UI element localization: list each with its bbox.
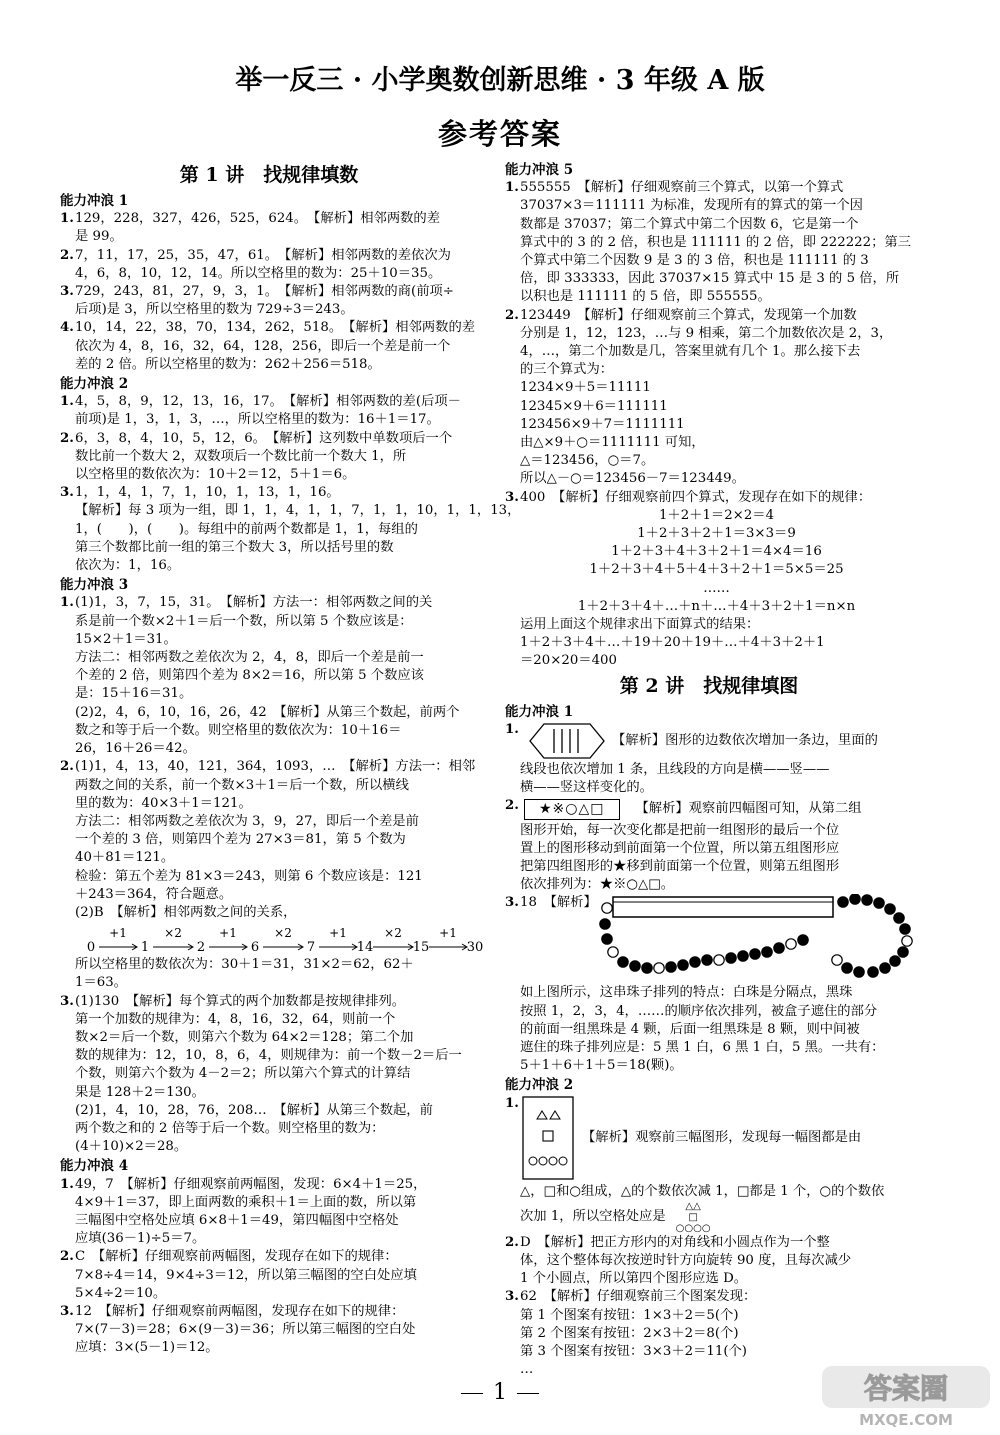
answer-line: 依次为 4，8，16，32，64，128，256，即后一个差是前一个 xyxy=(75,338,451,354)
item-body xyxy=(75,247,478,283)
circle-shape xyxy=(559,1157,567,1165)
answer-line: 运用上面这个规律求出下面算式的结果： xyxy=(520,617,760,633)
answer-line: 由△×9＋○＝1111111 可知， xyxy=(520,435,705,451)
answer-line: C 【解析】仔细观察前两幅图，发现存在如下的规律： xyxy=(75,1249,398,1265)
figure-row xyxy=(520,894,927,984)
hexagon-figure xyxy=(520,721,612,761)
answer-line: 37037×3＝111111 为标准，发现所有的算式的第一个因 xyxy=(520,198,863,214)
answer-line: 把第四组图形的★移到前面第一个位置，则第五组图形 xyxy=(520,858,840,874)
item-body xyxy=(520,797,913,894)
answer-item xyxy=(60,430,478,485)
chain-number: 6 xyxy=(250,940,260,956)
answer-line: 第一个加数的规律为：4，8，16，32，64，则前一个 xyxy=(75,1011,396,1027)
item-number: 2. xyxy=(505,798,519,814)
watermark-logo xyxy=(818,1360,994,1430)
answer-item xyxy=(60,1248,478,1303)
answer-line: 个数，则第六个数为 4－2＝2；所以第六个算式的计算结 xyxy=(75,1066,411,1082)
left-column xyxy=(60,160,521,1358)
answer-line: 应填(36－1)÷5＝7。 xyxy=(75,1231,206,1247)
black-bead xyxy=(666,962,676,972)
answer-line: 7，11，17，25，35，47，61。 【解析】相邻两数的差依次为 xyxy=(75,247,451,263)
chain-number: 7 xyxy=(306,940,316,956)
black-bead xyxy=(874,898,884,908)
black-bead xyxy=(898,947,908,957)
answer-line: 400 【解析】仔细观察前四个算式，发现存在如下的规律： xyxy=(520,489,872,505)
answer-line: 5＋1＋6＋1＋5＝18(颗)。 xyxy=(520,1058,683,1074)
answer-item xyxy=(60,484,521,575)
answer-line: 差的 2 倍。所以空格里的数为：262＋256＝518。 xyxy=(75,356,381,372)
answer-line: 26，16＋26＝42。 xyxy=(75,741,196,757)
item-number: 3. xyxy=(60,284,74,300)
answer-line: ＝20×20＝400 xyxy=(520,653,617,669)
section-heading: 能力冲浪 2 xyxy=(60,376,129,393)
item-number: 1. xyxy=(60,595,74,611)
black-bead xyxy=(642,963,652,973)
black-bead xyxy=(738,951,748,961)
black-bead xyxy=(618,957,628,967)
answer-line: 15×2＋1＝31。 xyxy=(75,631,177,647)
chain-number: 0 xyxy=(86,940,96,956)
item-number: 1. xyxy=(60,394,74,410)
answer-item xyxy=(505,721,913,797)
answer-line: 如上图所示，这串珠子排列的特点：白珠是分隔点，黑珠 xyxy=(520,985,853,1001)
answer-line: … xyxy=(520,1362,534,1378)
panel-outline xyxy=(523,1097,573,1179)
answer-line: 1，( )，( )。每组中的前两个数都是 1，1，每组的 xyxy=(75,521,418,537)
answer-line: 【解析】图形的边数依次增加一条边，里面的 xyxy=(612,732,878,748)
section-heading: 能力冲浪 5 xyxy=(505,162,574,178)
item-body xyxy=(75,1176,478,1249)
answer-item xyxy=(505,1095,913,1234)
answer-item xyxy=(505,307,913,489)
answer-item xyxy=(60,594,478,758)
answer-line: ＋243＝364，符合题意。 xyxy=(75,886,233,902)
answer-item xyxy=(60,247,478,283)
white-bead xyxy=(786,939,796,949)
watermark-text: 答案圈 xyxy=(863,1372,949,1405)
answer-line: 后项)是 3，所以空格里的数为 729÷3＝243。 xyxy=(75,302,354,318)
answer-line: (2)B 【解析】相邻两数之间的关系， xyxy=(75,904,297,920)
hexagon-outline xyxy=(530,724,604,758)
item-number: 2. xyxy=(60,430,74,446)
answer-item xyxy=(60,758,478,922)
answer-line: △，□和○组成，△的个数依次减 1，□都是 1 个，○的个数依 xyxy=(520,1183,885,1199)
answer-line: 第 1 个图案有按钮：1×3＋2＝5(个) xyxy=(520,1307,739,1323)
item-body xyxy=(520,1234,913,1289)
answer-line: 依次排列为：★※○△□。 xyxy=(520,877,675,893)
answer-line: 体，这个整体每次按逆时针方向旋转 90 度，且每次减少 xyxy=(520,1252,852,1268)
chain-number: 14 xyxy=(356,940,374,956)
black-bead xyxy=(868,967,878,977)
answer-line: (1)1，3，7，15，31。 【解析】方法一：相邻两数之间的关 xyxy=(75,595,433,611)
number-chain-diagram xyxy=(75,922,493,956)
answer-item xyxy=(505,489,913,671)
answer-line: 数的规律为：12，10，8，6，4，则规律为：前一个数－2＝后一 xyxy=(75,1048,462,1064)
answer-line: 62 【解析】仔细观察前三个图案发现： xyxy=(520,1289,757,1305)
white-bead xyxy=(654,963,664,973)
chain-operation: +1 xyxy=(219,926,237,941)
equation-line: 1＋2＋3＋4＋3＋2＋1＝4×4＝16 xyxy=(611,544,822,560)
item-number: 1. xyxy=(60,1176,74,1192)
answer-line: 所以空格里的数依次为：30＋1＝31，31×2＝62，62＋ xyxy=(75,957,414,973)
answer-line: 算式中的 3 的 2 倍，积也是 111111 的 2 倍，即 222222；第三 xyxy=(520,234,911,250)
item-body xyxy=(520,894,927,1075)
answer-line: 线段也依次增加 1 条，且线段的方向是横——竖—— xyxy=(520,761,830,777)
black-bead xyxy=(600,919,610,929)
item-number: 2. xyxy=(505,307,519,323)
answer-line: 按照 1，2，3，4，……的顺序依次排列，被盒子遮住的部分 xyxy=(520,1003,878,1019)
answer-line: 里的数为：40×3＋1＝121。 xyxy=(75,795,252,811)
figure-row xyxy=(520,1095,913,1183)
chain-operation: +1 xyxy=(329,926,347,941)
section-heading: 能力冲浪 1 xyxy=(505,703,574,720)
answer-line: 置上的图形移动到前面第一个位置，所以第五组图形应 xyxy=(520,840,840,856)
answer-figure-row: □ xyxy=(688,1211,698,1223)
answer-line: 检验：第五个差为 81×3＝243，则第 6 个数应该是：121 xyxy=(75,868,423,884)
answer-line: 应填：3×(5－1)＝12。 xyxy=(75,1340,219,1356)
answer-line: 4，…，第二个加数是几，答案里就有几个 1。那么接下去 xyxy=(520,344,861,360)
shape-panel-figure xyxy=(520,1095,582,1183)
white-bead xyxy=(602,903,612,913)
answer-line: 果是 128＋2＝130。 xyxy=(75,1084,205,1100)
lecture-title: 第 1 讲 找规律填数 xyxy=(179,164,359,186)
chain-number: 2 xyxy=(196,940,206,956)
black-bead xyxy=(762,947,772,957)
black-bead xyxy=(850,894,860,904)
chain-number: 30 xyxy=(466,940,484,956)
book-title: 举一反三 · 小学奥数创新思维 · 3 年级 A 版 xyxy=(235,65,765,96)
item-body xyxy=(75,484,520,575)
item-body xyxy=(75,430,478,485)
black-bead xyxy=(678,960,688,970)
item-body xyxy=(520,721,913,797)
section-heading: 能力冲浪 3 xyxy=(60,577,129,594)
answer-line: 555555 【解析】仔细观察前三个算式，以第一个算式 xyxy=(520,180,844,196)
answer-line: 18 【解析】 xyxy=(520,895,597,911)
answer-line: 7×8÷4＝14，9×4÷3＝12，所以第三幅图的空白处应填 xyxy=(75,1267,417,1283)
triangle-shape xyxy=(537,1111,547,1119)
item-body xyxy=(520,489,913,671)
answer-line: 4，6，8，10，12，14。所以空格里的数为：25＋10＝35。 xyxy=(75,265,442,281)
equation-line: …… xyxy=(703,580,730,596)
answer-line: 三幅图中空格处应填 6×8＋1＝49，第四幅图中空格处 xyxy=(75,1212,399,1228)
answer-line: 第三个数都比前一组的第三个数大 3，所以括号里的数 xyxy=(75,539,394,555)
item-number: 2. xyxy=(60,1249,74,1265)
figure-row xyxy=(520,721,913,761)
answer-line: 方法二：相邻两数之差依次为 3，9，27，即后一个差是前 xyxy=(75,813,419,829)
item-number: 3. xyxy=(505,489,519,505)
circle-shape xyxy=(539,1157,547,1165)
black-bead xyxy=(854,967,864,977)
answer-line: 数×2＝后一个数，则第六个数为 64×2＝128；第二个加 xyxy=(75,1029,414,1045)
square-shape xyxy=(543,1131,553,1141)
item-body xyxy=(75,319,478,374)
item-body xyxy=(520,179,913,306)
item-number: 2. xyxy=(505,1234,519,1250)
figure-row xyxy=(520,797,913,821)
item-number: 2. xyxy=(60,759,74,775)
item-number: 1. xyxy=(505,721,519,737)
black-bead xyxy=(726,953,736,963)
answer-line: 一个差的 3 倍，则第四个差为 27×3＝81，第 5 个数为 xyxy=(75,832,406,848)
answer-item xyxy=(60,1176,478,1249)
answer-line: 是 99。 xyxy=(75,229,123,245)
black-bead xyxy=(602,934,612,944)
answer-item xyxy=(60,1303,478,1358)
white-bead xyxy=(608,947,618,957)
answer-line: 是：15＋16＝31。 xyxy=(75,686,193,702)
answer-line: 系是前一个数×2＋1＝后一个数，所以第 5 个数应该是： xyxy=(75,613,413,629)
black-bead xyxy=(774,943,784,953)
black-bead xyxy=(900,924,910,934)
white-bead xyxy=(902,936,912,946)
answer-item xyxy=(60,210,478,246)
answer-line: 图形开始，每一次变化都是把前一组图形的最后一个位 xyxy=(520,822,840,838)
answer-line: 分别是 1，12，123，…与 9 相乘，第二个加数依次是 2，3， xyxy=(520,325,893,341)
answer-line: 两数之间的关系，前一个数×3＋1＝后一个数，所以横线 xyxy=(75,777,409,793)
item-body xyxy=(75,210,478,246)
chain-operation: ×2 xyxy=(384,926,402,941)
answer-line: 5×4÷2＝10。 xyxy=(75,1285,167,1301)
answer-figure-row: △△ xyxy=(685,1200,701,1212)
answer-text: 次加 1，所以空格处应是 xyxy=(520,1209,666,1225)
answer-line: 横——竖这样变化的。 xyxy=(520,780,653,796)
item-body xyxy=(75,283,478,319)
symbol-box: ★※○△□ xyxy=(524,799,620,819)
black-bead xyxy=(630,961,640,971)
footer-dash-right xyxy=(517,1393,539,1394)
answer-line: 以积也是 111111 的 5 倍，即 555555。 xyxy=(520,289,771,305)
answer-line: 数比前一个数大 2，双数项后一个数比前一个数大 1，所 xyxy=(75,448,407,464)
answer-line: 遮住的珠子排列应是：5 黑 1 白，6 黑 1 白，5 黑。一共有： xyxy=(520,1039,885,1055)
answer-item xyxy=(60,956,478,992)
circle-shape xyxy=(529,1157,537,1165)
answer-line: 729，243，81，27，9，3，1。 【解析】相邻两数的商(前项÷ xyxy=(75,284,454,300)
item-number: 2. xyxy=(60,247,74,263)
answer-figure-row: ○○○○ xyxy=(675,1222,711,1234)
chain-number: 1 xyxy=(140,940,150,956)
answer-line: (1)1，4，13，40，121，364，1093，… 【解析】方法一：相邻 xyxy=(75,759,476,775)
answer-line: (1)130 【解析】每个算式的两个加数都是按规律排列。 xyxy=(75,993,406,1009)
item-body xyxy=(75,758,478,922)
black-bead xyxy=(890,956,900,966)
item-number: 1. xyxy=(505,180,519,196)
answer-line: 123456×9＋7＝1111111 xyxy=(520,416,685,432)
white-bead xyxy=(714,955,724,965)
answer-line: 1＝63。 xyxy=(75,975,127,991)
answer-line: 以空格里的数依次为：10＋2＝12，5＋1＝6。 xyxy=(75,467,356,483)
answer-line: 4×9＋1＝37，即上面两数的乘积＋1＝上面的数，所以第 xyxy=(75,1194,417,1210)
answer-line: D 【解析】把正方形内的对角线和小圆点作为一个整 xyxy=(520,1234,830,1250)
black-bead xyxy=(842,963,852,973)
answer-line: 方法二：相邻两数之差依次为 2，4，8，即后一个差是前一 xyxy=(75,650,424,666)
chain-operation: ×2 xyxy=(164,926,182,941)
item-number xyxy=(60,956,75,992)
section-heading: 能力冲浪 1 xyxy=(60,193,129,209)
chain-number: 15 xyxy=(412,940,430,956)
white-bead xyxy=(832,955,842,965)
item-number: 3. xyxy=(505,895,519,911)
answer-line: 4，5，8，9，12，13，16，17。 【解析】相邻两数的差(后项－ xyxy=(75,394,461,410)
answer-line: 数之和等于后一个数。则空格里的数依次为：10＋16＝ xyxy=(75,722,402,738)
page-title: 参考答案 xyxy=(437,117,562,151)
answer-line: 1 个小圆点，所以第四个图形应选 D。 xyxy=(520,1271,748,1287)
answer-line: 【解析】观察前四幅图可知，从第二组 xyxy=(635,801,862,817)
answer-line: 数都是 37037；第二个算式中第二个因数 6，它是第一个 xyxy=(520,216,859,232)
answer-line: 【解析】观察前三幅图形，发现每一幅图都是由 xyxy=(582,1130,862,1146)
answer-line: (2)1，4，10，28，76，208… 【解析】从第三个数起，前 xyxy=(75,1102,433,1118)
equation-line: 1＋2＋3＋4＋5＋4＋3＋2＋1＝5×5＝25 xyxy=(589,562,844,578)
section-heading: 能力冲浪 4 xyxy=(60,1158,129,1175)
bead-string-figure xyxy=(597,894,927,984)
item-body xyxy=(75,594,478,758)
page-number: 1 xyxy=(493,1380,507,1405)
answer-line: 的三个算式为： xyxy=(520,362,614,378)
answer-line: 1＋2＋3＋4＋…＋19＋20＋19＋…＋4＋3＋2＋1 xyxy=(520,635,825,651)
answer-line: 第 3 个图案有按钮：3×3＋2＝11(个) xyxy=(520,1343,747,1359)
answer-item xyxy=(60,393,478,429)
answer-item xyxy=(505,179,913,306)
cover-box xyxy=(613,897,833,917)
black-bead xyxy=(798,935,808,945)
answer-line: 49，7 【解析】仔细观察前两幅图，发现：6×4＋1＝25， xyxy=(75,1176,427,1192)
item-number: 1. xyxy=(60,211,74,227)
item-body xyxy=(75,956,478,992)
answer-line: 【解析】每 3 项为一组，即 1，1，4，1，1，7，1，1，10，1，1，13， xyxy=(75,503,521,519)
equation-line: 1＋2＋3＋2＋1＝3×3＝9 xyxy=(637,526,796,542)
black-bead xyxy=(750,949,760,959)
answer-item xyxy=(505,1234,913,1289)
answer-line: 12345×9＋6＝111111 xyxy=(520,398,668,414)
answer-line: 前项)是 1，3，1，3，…，所以空格里的数为：16＋1＝17。 xyxy=(75,412,440,428)
chain-operation: ×2 xyxy=(274,926,292,941)
item-number: 3. xyxy=(60,993,74,1009)
answer-line: 两个数之和的 2 倍等于后一个数。则空格里的数为： xyxy=(75,1120,385,1136)
black-bead xyxy=(690,957,700,967)
item-body xyxy=(520,1095,913,1234)
answer-line: (4＋10)×2＝28。 xyxy=(75,1139,188,1155)
answer-line: (2)2，4，6，10，16，26，42 【解析】从第三个数起，前两个 xyxy=(75,704,460,720)
answer-line: 所以△－○＝123456－7＝123449。 xyxy=(520,471,745,487)
answer-item xyxy=(60,283,478,319)
answer-item xyxy=(60,319,478,374)
answer-line: 7×(7－3)＝28；6×(9－3)＝36；所以第三幅图的空白处 xyxy=(75,1322,416,1338)
watermark-url: MXQE.COM xyxy=(859,1411,953,1429)
answer-line: 个差的 2 倍，则第四个差为 8×2＝16，所以第 5 个数应该 xyxy=(75,668,424,684)
black-bead xyxy=(880,963,890,973)
item-number: 3. xyxy=(505,1289,519,1305)
answer-figure xyxy=(676,1201,711,1234)
answer-line: 10，14，22，38，70，134，262，518。 【解析】相邻两数的差 xyxy=(75,320,476,336)
answer-line: 1，1，4，1，7，1，10，1，13，1，16。 xyxy=(75,485,340,501)
answer-line: 倍，即 333333，因此 37037×15 算式中 15 是 3 的 5 倍，所 xyxy=(520,271,900,287)
item-body xyxy=(520,307,913,489)
chain-operation: +1 xyxy=(109,926,127,941)
black-bead xyxy=(862,895,872,905)
section-heading: 能力冲浪 2 xyxy=(505,1077,574,1094)
answer-line: 40＋81＝121。 xyxy=(75,850,175,866)
answer-line: 123449 【解析】仔细观察前三个算式，发现第一个加数 xyxy=(520,307,857,323)
item-body xyxy=(75,1248,478,1303)
item-number: 3. xyxy=(60,1303,74,1319)
answer-line: 的前面一组黑珠是 4 颗，后面一组黑珠是 8 颗，则中间被 xyxy=(520,1021,860,1037)
footer-dash-left xyxy=(461,1393,483,1394)
black-bead xyxy=(702,955,712,965)
right-column xyxy=(505,160,913,1379)
answer-line: 个算式中第二个因数 9 是 3 的 3 倍，积也是 111111 的 3 xyxy=(520,253,869,269)
answer-line: 依次为：1，16。 xyxy=(75,558,181,574)
item-body xyxy=(75,1303,478,1358)
black-bead xyxy=(838,897,848,907)
answer-line: △＝123456，○＝7。 xyxy=(520,453,655,469)
answer-item xyxy=(505,797,913,894)
answer-item xyxy=(60,993,478,1157)
black-bead xyxy=(894,913,904,923)
item-body xyxy=(75,993,478,1157)
item-body xyxy=(75,393,478,429)
circle-shape xyxy=(549,1157,557,1165)
lecture-title: 第 2 讲 找规律填图 xyxy=(619,674,799,697)
answer-line xyxy=(520,1201,913,1234)
equation-line: 1＋2＋1＝2×2＝4 xyxy=(658,507,775,523)
answer-line: 1234×9＋5＝11111 xyxy=(520,380,651,396)
chain-operation: +1 xyxy=(439,926,457,941)
answer-item xyxy=(505,894,913,1075)
item-number: 1. xyxy=(505,1095,519,1111)
item-number: 4. xyxy=(60,320,74,336)
black-bead xyxy=(885,904,895,914)
answer-line: 12 【解析】仔细观察前两幅图，发现存在如下的规律： xyxy=(75,1303,405,1319)
answer-line: 129，228，327，426，525，624。 【解析】相邻两数的差 xyxy=(75,211,441,227)
answer-line: 第 2 个图案有按钮：2×3＋2＝8(个) xyxy=(520,1325,739,1341)
equation-line: 1＋2＋3＋4＋…＋n＋…＋4＋3＋2＋1＝n×n xyxy=(577,598,856,614)
item-number: 3. xyxy=(60,485,74,501)
triangle-shape xyxy=(550,1111,560,1119)
chain-wrapper xyxy=(75,922,484,956)
answer-line: 6，3，8，4，10，5，12，6。 【解析】这列数中单数项后一个 xyxy=(75,430,453,446)
